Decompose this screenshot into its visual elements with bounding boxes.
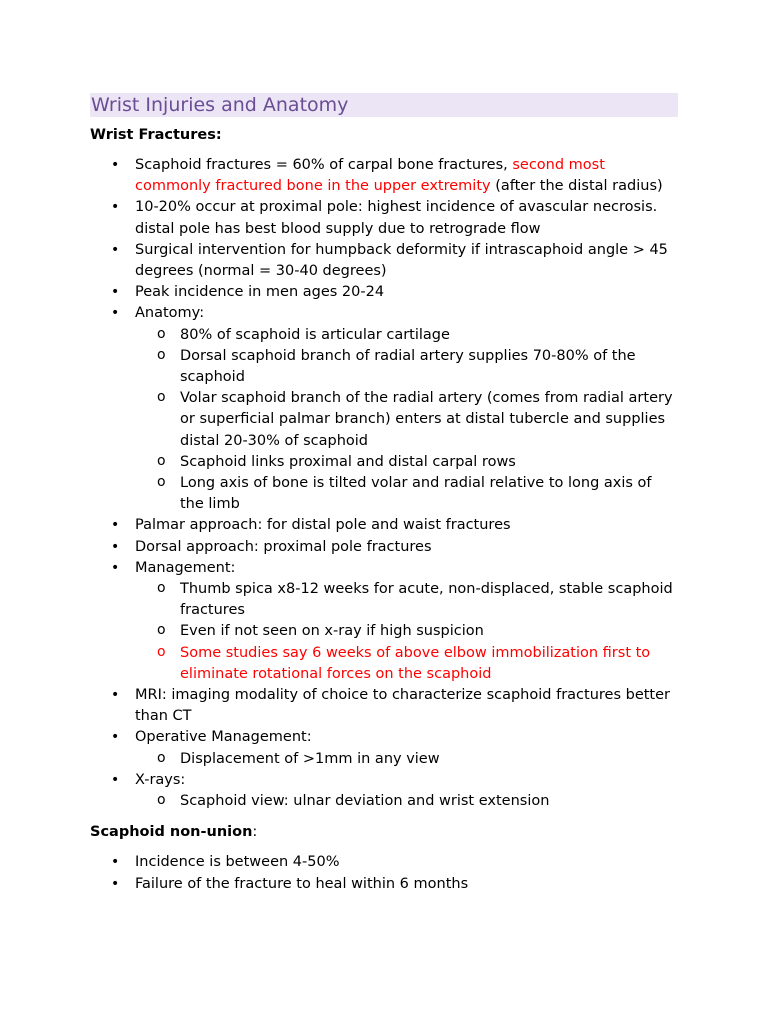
sub-list-item: o Scaphoid links proximal and distal carpal rows	[135, 452, 678, 473]
circle-bullet-icon: o	[157, 452, 166, 469]
document-page	[90, 93, 678, 905]
list-item: • Scaphoid fractures = 60% of carpal bone fractures, second most commonly fractured bone in the upper extremity (after the distal radius)	[111, 157, 663, 195]
bullet-icon: •	[111, 517, 120, 534]
circle-bullet-icon: o	[157, 474, 166, 491]
bullet-icon: •	[111, 157, 120, 173]
sub-list-item: o 80% of scaphoid is articular cartilage	[135, 325, 678, 346]
bullet-icon: •	[111, 199, 120, 216]
section-heading-scaphoid-non-union: Scaphoid non-union:	[90, 824, 258, 841]
bullet-icon: •	[111, 305, 120, 322]
circle-bullet-icon: o	[157, 622, 166, 639]
circle-bullet-icon: o	[157, 389, 166, 406]
bullet-icon: •	[111, 687, 120, 704]
circle-bullet-icon: o	[157, 749, 166, 766]
x-rays-sublist	[135, 791, 678, 812]
circle-bullet-icon: o	[157, 325, 166, 342]
bullet-icon: •	[111, 284, 120, 301]
sub-list-item: o Thumb spica x8-12 weeks for acute, non-displaced, stable scaphoid fractures	[157, 580, 673, 619]
sub-list-item: o Scaphoid view: ulnar deviation and wrist extension	[135, 791, 678, 812]
operative-management-sublist	[135, 749, 678, 770]
anatomy-sublist	[135, 325, 678, 516]
circle-bullet-icon: o	[157, 643, 166, 660]
list-item: • 10-20% occur at proximal pole: highest incidence of avascular necrosis. distal pole has best blood supply due to retrograde flow	[111, 199, 658, 237]
highlighted-text: second most commonly fractured bone in the upper extremity	[135, 157, 605, 195]
list-item: • Surgical intervention for humpback deformity if intrascaphoid angle > 45 degrees (normal = 30-40 degrees)	[111, 241, 668, 280]
sub-list-item: o Displacement of >1mm in any view	[135, 749, 678, 770]
list-item: • Failure of the fracture to heal within 6 months	[90, 874, 678, 895]
sub-list-item: o Volar scaphoid branch of the radial artery (comes from radial artery or superficial palmar branch) enters at distal tubercle and supplies distal 20-30% of scaphoid	[157, 389, 673, 449]
bullet-icon: •	[111, 771, 120, 788]
section-heading-wrist-fractures: Wrist Fractures:	[90, 127, 222, 143]
list-item: • Palmar approach: for distal pole and waist fractures	[90, 515, 678, 536]
wrist-fractures-list	[90, 155, 678, 812]
management-sublist	[135, 579, 678, 685]
page-title-bar	[90, 93, 678, 117]
bullet-icon: •	[111, 875, 120, 892]
sub-list-item: o Long axis of bone is tilted volar and radial relative to long axis of the limb	[157, 474, 652, 513]
scaphoid-non-union-list	[90, 852, 678, 894]
bullet-icon: •	[111, 538, 120, 555]
bullet-icon: •	[111, 729, 120, 746]
bullet-icon: •	[111, 854, 120, 871]
bullet-icon: •	[111, 241, 120, 258]
list-item: • Incidence is between 4-50%	[90, 852, 678, 873]
bullet-icon: •	[111, 559, 120, 576]
list-item: • Peak incidence in men ages 20-24	[90, 282, 678, 303]
sub-list-item: o Dorsal scaphoid branch of radial artery supplies 70-80% of the scaphoid	[157, 346, 636, 386]
list-item: • Dorsal approach: proximal pole fractures	[90, 537, 678, 558]
circle-bullet-icon: o	[157, 580, 166, 597]
list-item-x-rays: • X-rays: o Scaphoid view: ulnar deviation and wrist extension	[90, 770, 678, 812]
circle-bullet-icon: o	[157, 346, 166, 363]
list-item: • MRI: imaging modality of choice to characterize scaphoid fractures better than CT	[111, 687, 670, 725]
sub-list-item: o Even if not seen on x-ray if high suspicion	[135, 621, 678, 642]
list-item-management: • Management: o Thumb spica x8-12 weeks for acute, non-displaced, stable scaphoid fractures o Even if not seen on x-ray if high suspicion o Some studies say 6 weeks of above elbow immobilization first to eliminate rotational forces on the scaphoid	[90, 558, 678, 685]
circle-bullet-icon: o	[157, 792, 166, 809]
list-item-anatomy: • Anatomy: o 80% of scaphoid is articular cartilage o Dorsal scaphoid branch of radial artery supplies 70-80% of the scaphoid o Volar scaphoid branch of the radial artery (comes from radial artery or superficial palmar branch) enters at distal tubercle and supplies distal 20-30% of scaphoid o Scaphoid links proximal and distal carpal rows o Long axis of bone is tilted volar and radial relative to long axis of the limb	[90, 303, 678, 515]
list-item-operative-management: • Operative Management: o Displacement of >1mm in any view	[90, 727, 678, 769]
sub-list-item-highlighted: o Some studies say 6 weeks of above elbow immobilization first to eliminate rotational forces on the scaphoid	[157, 643, 651, 682]
page-title: Wrist Injuries and Anatomy	[91, 94, 349, 116]
